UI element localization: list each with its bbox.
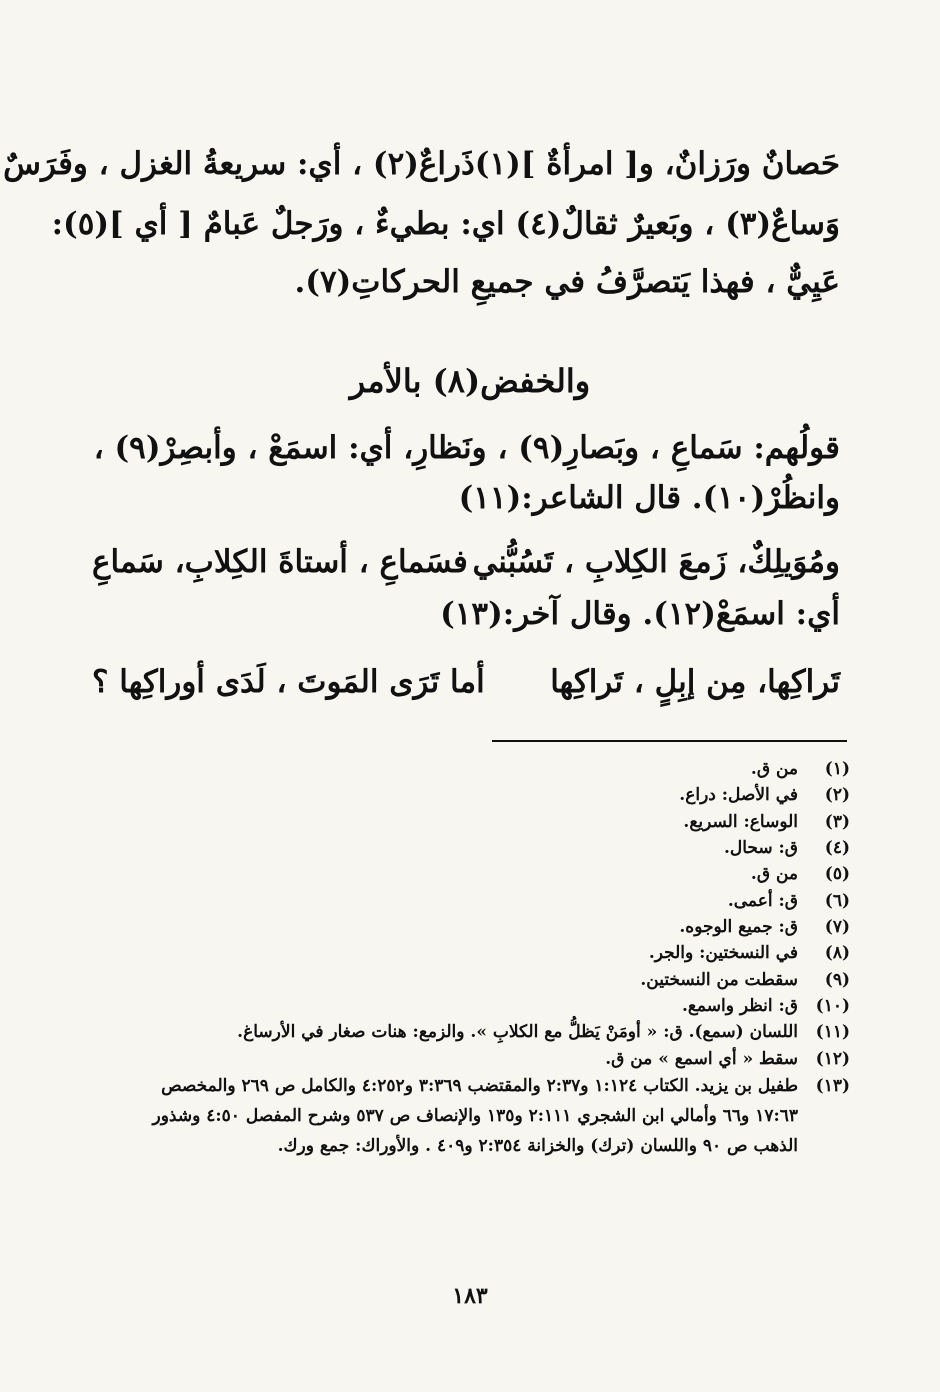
footnote-item [138, 1046, 850, 1072]
footnote-text: طفيل بن يزيد. الكتاب ١:١٢٤ و٢:٣٧ والمقتضب ٣:٣٦٩ و٤:٢٥٢ والكامل ص ٢٦٩ والمخصص ١٧:٦٣ و٦٦ وأمالي ابن الشجري ٢:١١١ و١٣٥ والإنصاف ص ٥٣٧ وشرح المفصل ٤:٥٠ وشذور الذهب ص ٩٠ واللسان (ترك) والخزانة ٢:٣٥٤ و٤٠٩ . والأوراك: جمع ورك. [152, 1076, 798, 1156]
footnote-text: في النسختين: والجر. [648, 943, 798, 964]
verse-2 [92, 664, 840, 700]
footnote-number: (١٢) [815, 1048, 850, 1069]
footnote-text: ق: انظر واسمع. [681, 996, 798, 1017]
verse-1-first-hemistich: ومُوَيلِكٌ، زَمعَ الكِلابِ ، تَسُبُّني [472, 544, 840, 580]
footnote-number: (١٠) [815, 996, 850, 1017]
footnote-item [138, 809, 850, 835]
after-verse-line: أي: اسمَعْ(١٢). وقال آخر:(١٣) [440, 596, 840, 632]
footnote-number: (١) [824, 759, 850, 779]
verse-1-second-hemistich: فسَماعِ ، أستاةَ الكِلابِ، سَماعِ [92, 544, 468, 580]
footnote-number: (٩) [824, 969, 850, 990]
footnote-item [138, 914, 850, 940]
verse-2-first-hemistich: تَراكِها، مِن إبِلٍ ، تَراكِها [550, 664, 840, 700]
body-line-3: عَيِيٌّ ، فهذا يَتصرَّفُ في جميعِ الحركاتِ(٧). [294, 264, 840, 300]
footnote-number: (٣) [824, 811, 850, 832]
footnote-item [138, 756, 850, 782]
section-line-2: وانظُرْ(١٠). قال الشاعر:(١١) [458, 480, 840, 516]
footnote-number: (٤) [824, 838, 850, 859]
footnote-text: من ق. [750, 864, 798, 885]
footnote-item [138, 1072, 850, 1161]
footnote-list [138, 756, 850, 1161]
footnote-text: من ق. [750, 759, 798, 779]
footnote-number: (١١) [815, 1022, 850, 1043]
footnote-divider [492, 740, 847, 742]
page-number: ١٨٣ [452, 1283, 488, 1309]
footnote-text: ق: جميع الوجوه. [679, 917, 798, 938]
footnote-number: (٨) [824, 943, 850, 964]
section-heading: والخفض(٨) بالأمر [349, 362, 591, 400]
footnote-text: سقط « أي اسمع » من ق. [605, 1048, 798, 1069]
footnote-item [138, 993, 850, 1019]
footnote-item [138, 835, 850, 861]
footnote-text: الوساع: السريع. [683, 811, 798, 832]
section-line-1: قولُهم: سَماعِ ، وبَصارِ(٩) ، ونَظارِ، أي: اسمَعْ ، وأبصِرْ(٩) ، [93, 430, 840, 466]
footnote-item [138, 967, 850, 993]
footnote-text: سقطت من النسختين. [640, 969, 798, 990]
verse-2-second-hemistich: أما تَرَى المَوتَ ، لَدَى أوراكِها ؟ [92, 664, 485, 700]
footnote-item [138, 861, 850, 887]
body-line-1: حَصانٌ ورَزانٌ، و[ امرأةٌ ](١)ذَراعٌ(٢) ، أي: سريعةُ الغزل ، وفَرَسٌ [3, 146, 840, 182]
footnote-item [138, 1019, 850, 1045]
body-line-2: وَساعٌ(٣) ، وبَعيرٌ ثقالٌ(٤) اي: بطيءٌ ، ورَجلٌ عَبامٌ [ أي ](٥): [51, 206, 840, 242]
footnote-number: (٢) [824, 785, 850, 806]
footnote-text: في الأصل: دراع. [679, 785, 798, 806]
footnote-number: (٧) [824, 917, 850, 938]
footnote-number: (٥) [824, 864, 850, 885]
footnote-number: (٦) [824, 890, 850, 911]
footnote-item [138, 888, 850, 914]
footnote-item [138, 940, 850, 966]
footnote-text: اللسان (سمع). ق: « أومَنْ يَظلُّ مع الكلابِ ». والزمع: هنات صغار في الأرساغ. [237, 1022, 798, 1043]
footnote-text: ق: سحال. [723, 838, 798, 859]
footnote-item [138, 782, 850, 808]
footnote-text: ق: أعمى. [727, 890, 798, 911]
footnote-number: (١٣) [815, 1076, 850, 1097]
verse-1 [92, 544, 840, 580]
